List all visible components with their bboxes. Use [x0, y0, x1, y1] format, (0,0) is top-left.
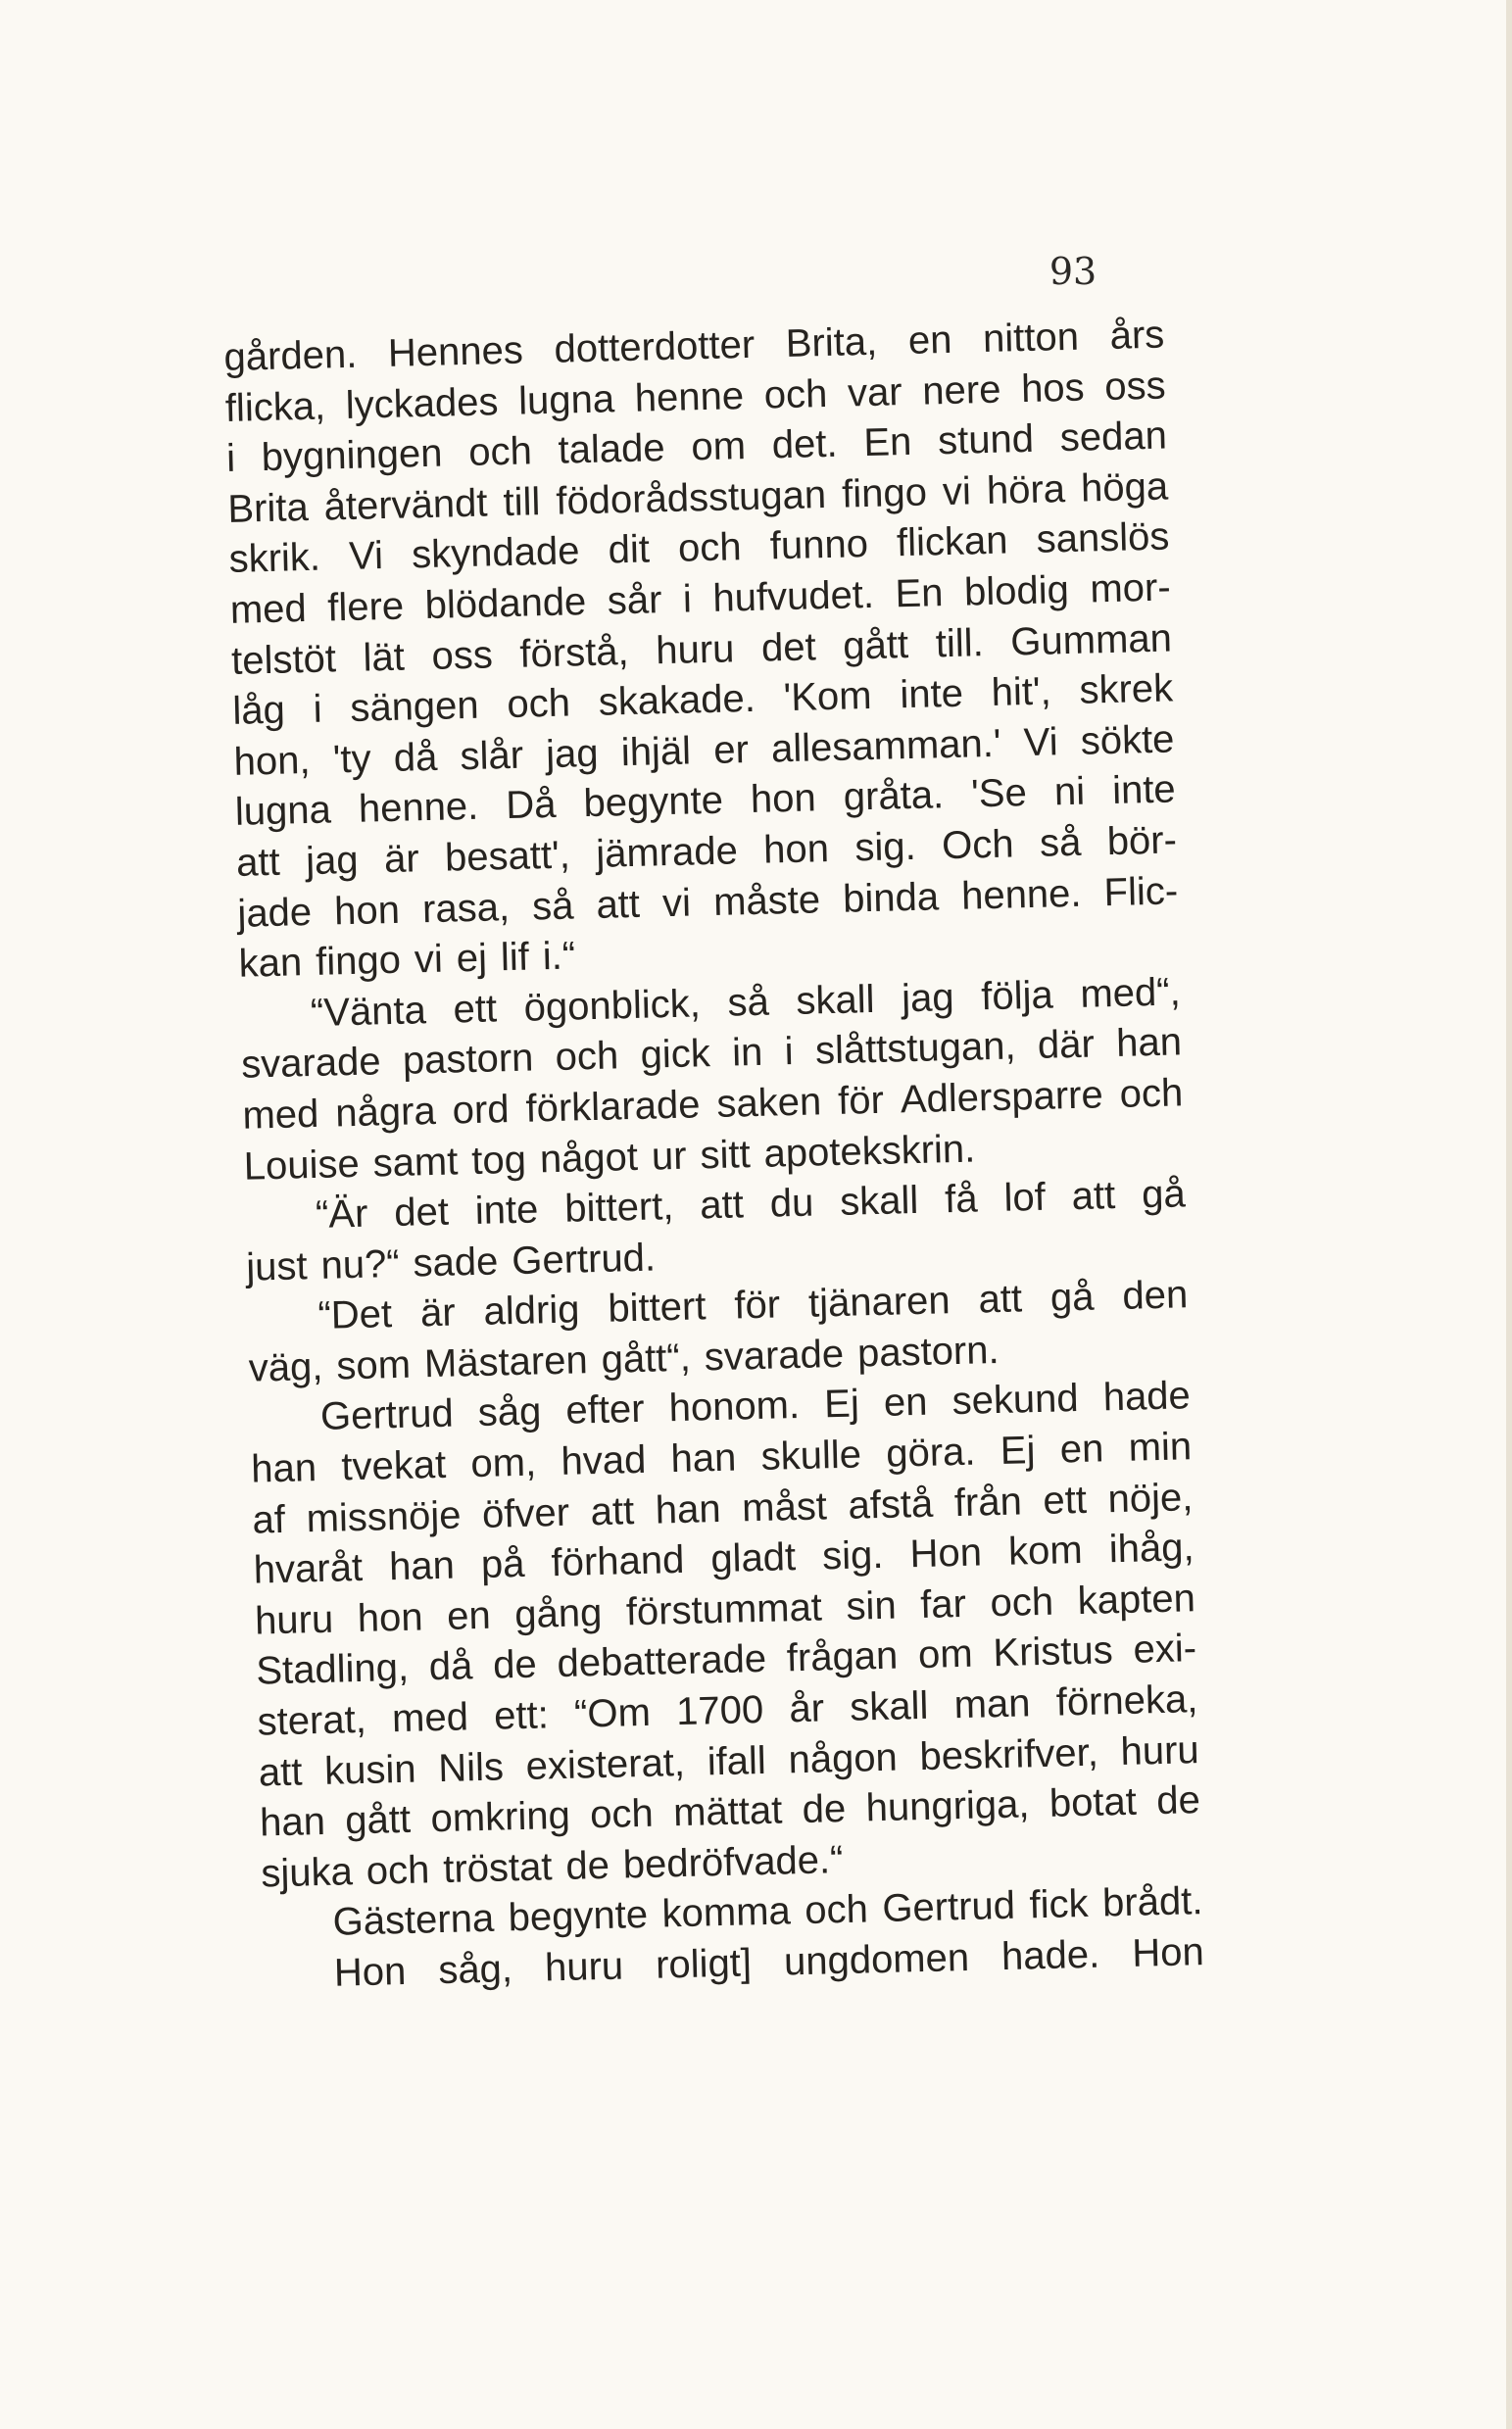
word: komma — [661, 1889, 792, 1936]
word: en — [1059, 1427, 1104, 1472]
word: begynte — [583, 779, 724, 826]
word: 1700 — [675, 1687, 764, 1734]
word: är — [419, 1290, 457, 1336]
word: far — [919, 1581, 967, 1627]
word: henne. — [960, 871, 1082, 918]
word: jämrade — [595, 829, 739, 876]
word: bittert, — [563, 1185, 674, 1231]
word: lyckades — [345, 379, 499, 427]
word: Stadling, — [255, 1646, 410, 1694]
body-text — [223, 311, 1204, 2002]
word: samt — [372, 1139, 459, 1186]
word: lof — [1002, 1175, 1047, 1220]
word: skyndade — [411, 529, 580, 577]
word: vi — [942, 469, 972, 513]
word: bör- — [1106, 818, 1178, 864]
word: Brita — [226, 485, 310, 531]
word: kusin — [323, 1747, 417, 1793]
word: brådt. — [1101, 1879, 1203, 1925]
word: blödande — [424, 580, 587, 628]
word: för — [837, 1078, 885, 1123]
word: huru — [254, 1597, 334, 1643]
word: afstå — [847, 1482, 934, 1528]
word: ord — [452, 1088, 511, 1133]
word: kom — [1007, 1529, 1084, 1575]
word: skakade. — [598, 677, 756, 724]
word: efter — [564, 1387, 646, 1433]
word: och — [366, 1848, 430, 1893]
word: såg, — [437, 1947, 513, 1993]
word: henne — [634, 373, 745, 420]
word: hade. — [1000, 1932, 1100, 1979]
word: som — [335, 1342, 412, 1388]
word: oss — [430, 632, 494, 678]
word: svarade — [704, 1332, 845, 1380]
word: att — [590, 1488, 635, 1533]
word: hungriga, — [865, 1782, 1030, 1830]
word: bittert — [607, 1285, 707, 1331]
word: det. — [771, 421, 839, 467]
word: de — [492, 1643, 538, 1688]
word: mor- — [1089, 565, 1172, 611]
word: en — [907, 317, 952, 363]
word: förhand — [551, 1538, 685, 1585]
word: 'Kom — [783, 674, 873, 720]
word: du — [769, 1181, 814, 1226]
word: sig. — [821, 1533, 885, 1579]
word: 'ty — [332, 737, 372, 782]
word: sterat, — [257, 1697, 367, 1744]
word: de — [802, 1787, 847, 1832]
word: besatt', — [444, 833, 571, 880]
word: svarade — [240, 1040, 382, 1088]
word: det — [393, 1190, 450, 1236]
word: Brita, — [785, 319, 878, 365]
word: man — [953, 1681, 1031, 1727]
word: blodig — [963, 567, 1070, 614]
word: han — [1115, 1020, 1183, 1066]
word: Flic- — [1103, 868, 1179, 914]
word: lif — [500, 935, 530, 980]
word: hon — [750, 776, 817, 822]
word: års — [1109, 313, 1165, 358]
word: lät — [363, 635, 406, 680]
word: “Det — [317, 1292, 393, 1338]
word: ögonblick, — [523, 982, 702, 1030]
word: återvändt — [323, 481, 488, 529]
word: till — [502, 479, 541, 524]
word: pastorn — [402, 1036, 534, 1084]
word: Kristus — [992, 1628, 1114, 1676]
word: då — [428, 1644, 473, 1689]
word: låg — [231, 688, 286, 734]
word: om, — [469, 1440, 537, 1486]
word: Gästerna — [332, 1897, 495, 1945]
word: “Om — [573, 1690, 652, 1736]
word: om — [690, 424, 747, 469]
word: sade — [413, 1239, 499, 1286]
word: skall — [849, 1683, 929, 1729]
word: ifall — [707, 1738, 767, 1783]
word: tjänaren — [807, 1279, 951, 1326]
word: hade — [1102, 1374, 1192, 1420]
word: skrik. — [228, 536, 321, 582]
word: få — [944, 1177, 979, 1222]
word: väg, — [248, 1344, 323, 1390]
word: i — [225, 436, 236, 481]
word: rasa, — [421, 885, 511, 931]
word: huru — [544, 1944, 624, 1990]
word: och — [763, 371, 828, 417]
word: såg — [477, 1389, 542, 1435]
word: bygningen — [261, 431, 443, 480]
word: med — [241, 1092, 319, 1138]
word: det — [760, 624, 817, 670]
word: sängen — [349, 683, 480, 731]
word: gång — [513, 1590, 603, 1636]
word: hvad — [560, 1437, 647, 1483]
word: hvaråt — [253, 1546, 364, 1592]
word: sin — [845, 1583, 898, 1628]
word: att — [595, 882, 641, 927]
word: en — [883, 1381, 929, 1426]
word: lugna — [517, 376, 615, 423]
word: och — [804, 1887, 869, 1933]
word: Gertrud — [881, 1884, 1016, 1931]
word: missnöje — [306, 1493, 462, 1540]
page-number: 93 — [1049, 250, 1097, 293]
word: gick — [640, 1032, 711, 1078]
word: i — [313, 687, 323, 732]
word: sedan — [1059, 413, 1168, 461]
word: aldrig — [483, 1287, 580, 1335]
word: ej — [456, 936, 488, 981]
word: ihjäl — [620, 729, 692, 774]
word: så — [1039, 820, 1082, 865]
word: i.“ — [542, 934, 576, 979]
word: så — [726, 980, 770, 1025]
word: i — [784, 1030, 795, 1074]
word: med — [229, 586, 308, 632]
word: Hon — [1131, 1930, 1205, 1975]
word: gå — [1141, 1172, 1187, 1217]
word: beskrifver, — [918, 1730, 1099, 1778]
word: funno — [769, 522, 869, 568]
word: och — [467, 429, 533, 475]
word: och — [677, 525, 743, 571]
word: för — [733, 1283, 781, 1328]
word: han — [670, 1435, 737, 1482]
word: några — [334, 1089, 437, 1136]
word: jade — [236, 890, 313, 936]
word: Gertrud — [319, 1392, 455, 1439]
word: tog — [470, 1138, 527, 1183]
word: jag — [545, 731, 600, 776]
word: Vi — [348, 534, 384, 579]
word: sanslös — [1036, 514, 1170, 562]
word: skulle — [760, 1433, 862, 1479]
word: sig. — [854, 824, 917, 870]
word: hon — [333, 888, 401, 933]
word: gå — [1049, 1275, 1096, 1320]
word: ur — [651, 1134, 688, 1179]
word: debatterade — [557, 1637, 767, 1686]
word: dit — [608, 527, 651, 572]
word: slåttstugan, — [814, 1024, 1017, 1073]
word: apotekskrin. — [763, 1127, 976, 1176]
word: skall — [839, 1179, 919, 1224]
word: att — [699, 1183, 745, 1228]
word: han — [655, 1486, 722, 1532]
word: inte — [1111, 767, 1177, 813]
word: sökte — [1080, 717, 1175, 763]
word: skall — [795, 977, 876, 1023]
word: telstöt — [230, 636, 337, 683]
word: vi — [661, 881, 692, 925]
word: Hon — [909, 1530, 983, 1577]
word: då — [393, 735, 438, 780]
word: Ej — [823, 1382, 860, 1427]
word: att — [978, 1277, 1023, 1322]
word: min — [1128, 1425, 1193, 1470]
word: och — [1119, 1071, 1184, 1116]
word: jag — [305, 838, 360, 884]
word: 'Se — [970, 771, 1028, 816]
word: existerat, — [525, 1740, 686, 1788]
word: frågan — [786, 1634, 899, 1680]
word: en — [446, 1593, 492, 1638]
word: år — [788, 1686, 825, 1731]
word: och — [506, 681, 571, 727]
word: den — [1121, 1273, 1189, 1319]
word: dotterdotter — [554, 322, 756, 371]
word: Gumman — [1009, 616, 1173, 664]
word: han — [259, 1800, 326, 1845]
word: förklarade — [525, 1083, 701, 1131]
word: Gertrud. — [511, 1236, 657, 1283]
word: flickan — [896, 518, 1009, 565]
word: slår — [459, 733, 524, 778]
word: måste — [712, 877, 821, 924]
word: gått — [842, 622, 909, 668]
word: öfver — [481, 1490, 570, 1536]
word: inte — [474, 1188, 539, 1234]
word: i — [682, 577, 693, 621]
word: nu?“ — [319, 1241, 401, 1287]
word: från — [953, 1480, 1023, 1525]
word: honom. — [668, 1384, 801, 1431]
word: att — [1071, 1174, 1116, 1219]
word: och — [990, 1579, 1054, 1626]
word: Mästaren — [423, 1338, 589, 1386]
word: förneka, — [1055, 1677, 1198, 1725]
word: allesamman.' — [770, 721, 1001, 771]
word: gråta. — [843, 773, 945, 820]
word: fingo — [315, 938, 402, 985]
word: ni — [1053, 770, 1086, 814]
word: med“, — [1079, 970, 1182, 1016]
word: tvekat — [340, 1442, 447, 1489]
word: botat — [1049, 1779, 1138, 1826]
word: sitt — [699, 1132, 752, 1177]
word: och — [589, 1791, 655, 1837]
word: En — [895, 571, 945, 616]
word: de — [564, 1843, 610, 1888]
word: in — [731, 1031, 763, 1075]
word: En — [862, 420, 912, 465]
word: ungdomen — [783, 1935, 970, 1984]
word: fingo — [841, 470, 928, 516]
word: omkring — [429, 1794, 571, 1841]
word: kapten — [1077, 1577, 1196, 1623]
word: han — [250, 1446, 317, 1491]
word: gått“, — [601, 1336, 692, 1382]
word: binda — [842, 874, 940, 921]
word: Hennes — [387, 328, 524, 375]
word: de — [1155, 1778, 1201, 1823]
word: födorådsstugan — [555, 472, 827, 523]
word: fick — [1029, 1882, 1090, 1927]
word: göra. — [885, 1430, 977, 1476]
word: gått — [344, 1798, 412, 1843]
word: ihåg, — [1108, 1526, 1195, 1572]
word: förstummat — [625, 1585, 823, 1634]
word: och — [555, 1034, 619, 1080]
word: nitton — [982, 315, 1080, 362]
word: vi — [414, 937, 444, 982]
word: roligt] — [655, 1941, 753, 1987]
word: Louise — [243, 1142, 361, 1189]
word: där — [1037, 1022, 1096, 1068]
word: tröstat — [442, 1845, 553, 1891]
word: Hon — [333, 1949, 407, 1995]
word: stund — [937, 417, 1035, 463]
word: till. — [935, 620, 985, 665]
word: huru — [655, 626, 735, 672]
word: någon — [787, 1735, 899, 1781]
word: “Vänta — [310, 988, 427, 1035]
word: sjuka — [260, 1850, 354, 1896]
word: inte — [899, 671, 964, 717]
word: bedröfvade.“ — [622, 1837, 844, 1887]
word: att — [235, 840, 281, 885]
word: något — [539, 1135, 639, 1181]
word: förstå, — [518, 629, 630, 676]
word: mättat — [672, 1788, 783, 1835]
word: Då — [505, 783, 558, 828]
word: begynte — [508, 1893, 649, 1940]
word: följa — [980, 973, 1054, 1019]
word: jag — [901, 975, 955, 1021]
word: på — [480, 1542, 526, 1587]
word: är — [383, 837, 420, 882]
word: skrek — [1079, 666, 1174, 712]
word: med — [391, 1695, 469, 1741]
word: att — [258, 1750, 303, 1795]
word: lugna — [234, 788, 332, 835]
word: flere — [326, 584, 405, 630]
word: höra — [986, 466, 1066, 512]
word: af — [252, 1497, 286, 1542]
word: gården. — [223, 332, 358, 379]
word: sekund — [951, 1377, 1080, 1424]
word: saken — [715, 1080, 822, 1126]
word: ett — [452, 987, 498, 1032]
word: oss — [1103, 364, 1167, 409]
word: Nils — [437, 1745, 505, 1790]
word: måst — [741, 1483, 828, 1530]
word: han — [388, 1543, 456, 1589]
word: ett: — [493, 1693, 550, 1738]
word: “Är — [315, 1191, 368, 1238]
word: Adlersparre — [900, 1073, 1104, 1122]
word: höga — [1080, 464, 1169, 510]
word: huru — [1119, 1727, 1200, 1773]
word: hon — [357, 1595, 424, 1640]
word: om — [917, 1632, 974, 1677]
word: nöje, — [1107, 1475, 1194, 1521]
word: talade — [558, 426, 666, 472]
word: Och — [941, 822, 1015, 868]
word: nere — [921, 367, 1001, 413]
word: ett — [1042, 1478, 1088, 1523]
word: Vi — [1023, 720, 1059, 764]
word: pastorn. — [856, 1328, 1000, 1376]
word: Ej — [1000, 1429, 1036, 1474]
word: hon — [762, 827, 830, 872]
word: hufvudet. — [711, 572, 875, 620]
word: sår — [607, 578, 662, 623]
word: er — [712, 727, 750, 772]
word: kan — [238, 941, 303, 986]
word: hon, — [233, 738, 312, 784]
word: hit', — [991, 669, 1052, 715]
word: gladt — [709, 1535, 797, 1581]
word: henne. — [358, 785, 479, 832]
word: hos — [1020, 365, 1086, 411]
word: så — [531, 883, 574, 929]
word: var — [847, 369, 903, 415]
word: exi- — [1133, 1627, 1197, 1673]
word: flicka, — [224, 384, 326, 430]
word: just — [245, 1243, 309, 1289]
